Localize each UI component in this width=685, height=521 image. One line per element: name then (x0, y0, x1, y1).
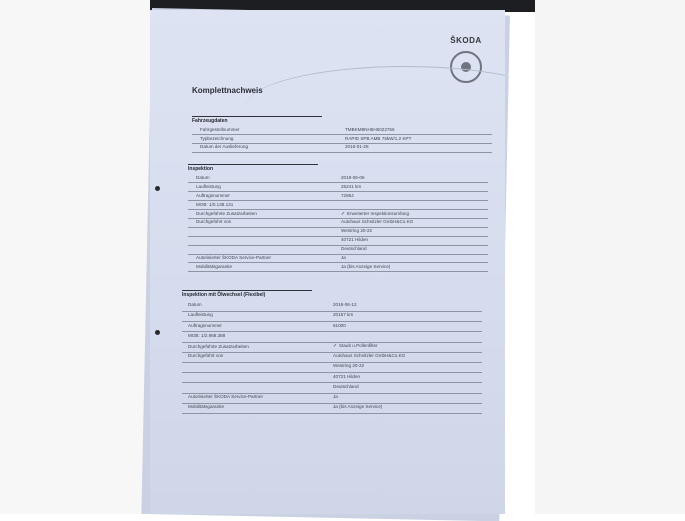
row-value: Deutschland (341, 246, 367, 252)
table-row (196, 211, 409, 217)
row-value: 40721 Hilden (333, 373, 361, 379)
row-value: Westring 20-22 (341, 228, 373, 234)
check-icon: ✓ (341, 210, 346, 217)
row-value: 2016-01-28 (345, 144, 369, 150)
check-icon: ✓ (333, 343, 338, 349)
row-value: 61000 (333, 322, 346, 328)
row-value: Deutschland (333, 383, 359, 389)
row-value: 2019-06-06 (341, 174, 365, 180)
row-value: 40721 Hilden (341, 237, 369, 243)
table-row (196, 202, 341, 207)
row-label: Auftragsnummer (196, 192, 230, 198)
table-row (196, 237, 368, 242)
row-value: Ja (bis Anzeige Service) (341, 263, 391, 269)
row-label: Autorisierter ŠKODA Service-Partner (188, 394, 264, 399)
row-value: 20157 km (333, 312, 354, 318)
row-label: Fahrgestellnummer (200, 126, 240, 132)
table-row (200, 144, 369, 149)
row-label: Datum der Auslieferung (200, 144, 249, 150)
row-label: Durchgeführte Zusatzarbeiten (188, 343, 249, 349)
table-row (196, 193, 354, 198)
row-value: Autohaus Schnitzler GmbH&Co.KG (333, 353, 406, 359)
page-title: Komplettnachweis (192, 86, 263, 95)
row-label: Durchgeführt von (188, 353, 224, 359)
table-row (196, 228, 372, 233)
section-divider (188, 164, 318, 165)
table-row (188, 323, 346, 328)
table-row (188, 302, 357, 307)
punch-hole-icon (155, 330, 160, 335)
background-left (0, 0, 150, 514)
table-row (188, 384, 359, 389)
row-value: Westring 20-22 (333, 363, 365, 369)
table-row (196, 264, 390, 269)
background-right (535, 0, 685, 514)
row-label: MOB: 1/2.968.388 (188, 332, 226, 338)
row-divider (188, 271, 488, 272)
row-label: Autorisierter ŠKODA Service-Partner (196, 255, 272, 260)
row-label: Durchgeführte Zusatzarbeiten (196, 211, 257, 216)
row-label: Auftragsnummer (188, 322, 222, 328)
table-row (200, 127, 395, 132)
row-value: 25241 km (341, 183, 362, 189)
table-row (188, 343, 378, 349)
table-row (196, 175, 365, 180)
table-row (188, 333, 333, 338)
row-label: Typbezeichnung (200, 135, 234, 141)
row-label: Durchgeführt von (196, 219, 232, 225)
table-row (200, 136, 411, 141)
row-divider (182, 413, 482, 414)
section-divider (182, 290, 312, 291)
table-row (188, 404, 382, 409)
row-value: ✓ Erweiterter Inspektionsumfang (341, 210, 410, 217)
section-heading: Fahrzeugdaten (192, 118, 228, 124)
row-value: Ja (bis Anzeige Service) (333, 404, 383, 410)
row-label: MOB: 1/0.138.131 (196, 201, 234, 207)
row-label: Datum (196, 174, 210, 180)
brand-name: ŠKODA (450, 36, 482, 45)
table-row (196, 255, 346, 260)
row-value: TMBKM9NH5H5022756 (345, 126, 395, 132)
row-value: 2018-06-12 (333, 302, 357, 308)
row-value: Autohaus Schnitzler GmbH&Co.KG (341, 219, 414, 225)
table-row (188, 353, 405, 358)
table-row (196, 246, 367, 251)
punch-hole-icon (155, 186, 160, 191)
row-value: Ja (341, 255, 346, 260)
table-row (188, 312, 353, 317)
section-heading: Inspektion mit Ölwechsel (Flexibel) (182, 292, 266, 298)
table-row (188, 374, 360, 379)
section-divider (192, 116, 322, 117)
row-divider (192, 152, 492, 153)
header-swoosh (245, 66, 505, 107)
document-sheet (150, 10, 505, 514)
row-value: RAPID SPB AMB 75kW/1.2 KPT (345, 135, 412, 141)
table-row (188, 363, 364, 368)
row-label: Datum (188, 302, 202, 308)
row-label: Mobilitätsgarantie (196, 263, 233, 269)
row-label: Laufleistung (196, 183, 221, 189)
section-heading: Inspektion (188, 166, 214, 172)
table-row (188, 394, 338, 399)
row-value: ✓ Staub u.Pollenfilter (333, 343, 378, 349)
row-label: Laufleistung (188, 312, 213, 318)
row-value: Ja (333, 394, 338, 399)
row-value: 72854 (341, 192, 354, 198)
row-label: Mobilitätsgarantie (188, 404, 225, 410)
table-row (196, 184, 361, 189)
table-row (196, 219, 413, 224)
